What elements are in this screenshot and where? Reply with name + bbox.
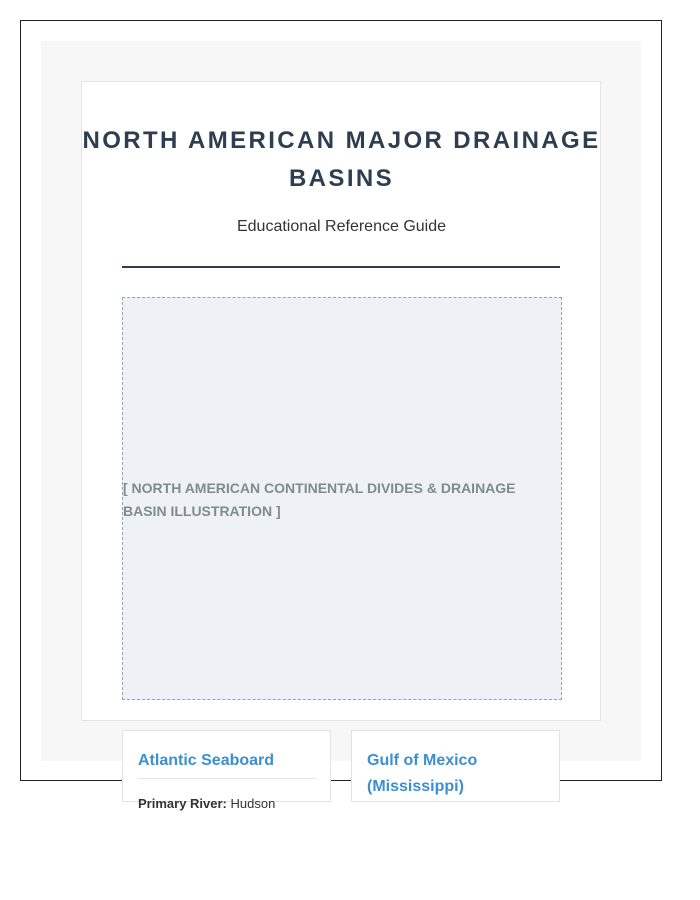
page-title: NORTH AMERICAN MAJOR DRAINAGE BASINS [82,127,601,192]
drainage-map-placeholder [122,297,562,700]
title-divider [122,266,560,268]
page-subtitle: Educational Reference Guide [236,218,447,235]
basin-card-gulf-of-mexico [351,730,560,802]
basin-card-atlantic [122,730,331,811]
basin-divider [138,778,316,779]
map-placeholder-caption: [ NORTH AMERICAN CONTINENTAL DIVIDES & DRAINAGE BASIN ILLUSTRATION ] [123,480,516,519]
primary-river-label: Primary River: [138,796,227,811]
basin-name: Atlantic Seaboard [138,752,275,769]
basin-primary-river [138,795,323,813]
primary-river-value: Hudson [230,796,276,811]
basin-name: Gulf of Mexico (Mississippi) [367,752,478,795]
